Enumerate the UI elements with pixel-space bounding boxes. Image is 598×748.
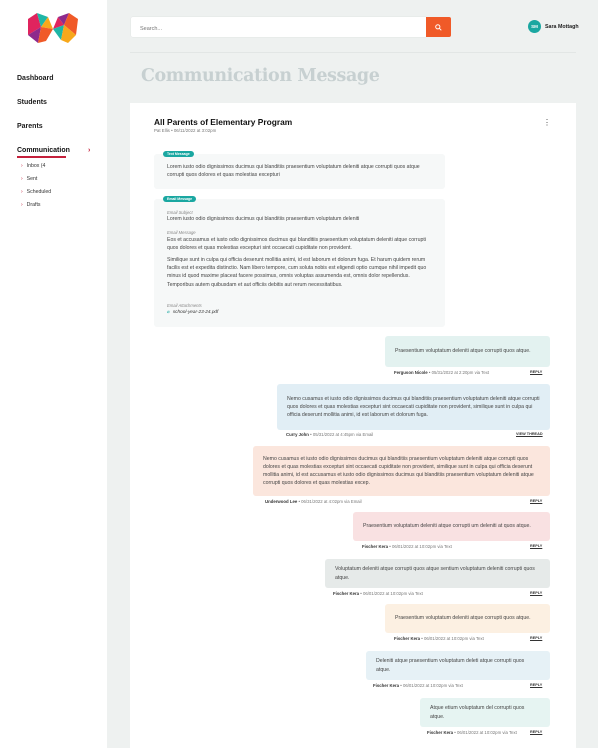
chevron-right-icon: › bbox=[21, 176, 23, 182]
paperclip-icon: ⌀ bbox=[167, 309, 170, 314]
email-attachments-label: Email Attachments bbox=[167, 303, 202, 308]
reply-meta bbox=[373, 683, 463, 688]
active-underline bbox=[17, 156, 66, 158]
subnav-label: Drafts bbox=[26, 202, 41, 208]
reply-item bbox=[420, 698, 550, 738]
chevron-right-icon: › bbox=[21, 202, 23, 208]
text-message-tag: Text Message bbox=[163, 151, 194, 157]
chevron-right-icon: › bbox=[88, 147, 91, 154]
reply-meta bbox=[394, 636, 484, 641]
reply-bubble bbox=[366, 651, 550, 680]
attachment-link[interactable] bbox=[167, 309, 218, 315]
subnav-item-drafts[interactable] bbox=[21, 201, 51, 214]
avatar: SM bbox=[528, 20, 541, 33]
reply-text: Praesentium voluptatum deleniti atque corrupti um deleniti at quos atque. bbox=[363, 523, 531, 530]
nav-item-dashboard[interactable] bbox=[17, 74, 70, 98]
user-menu[interactable] bbox=[528, 20, 579, 33]
email-message-tag: Email Message bbox=[163, 196, 196, 202]
reply-item bbox=[353, 512, 550, 552]
reply-meta bbox=[394, 370, 489, 375]
reply-button[interactable]: REPLY bbox=[530, 730, 543, 734]
reply-button[interactable]: REPLY bbox=[530, 499, 543, 503]
subnav-item-inbox[interactable] bbox=[21, 162, 51, 175]
search-box bbox=[131, 17, 427, 37]
reply-timestamp: • 06/01/2022 at 10:02pm via Text bbox=[360, 591, 423, 596]
reply-bubble bbox=[385, 336, 550, 367]
nav-label: Parents bbox=[17, 123, 43, 130]
reply-timestamp: • 06/31/2022 at 4:02pm via Email bbox=[298, 499, 362, 504]
search-icon bbox=[435, 24, 442, 31]
reply-author: Fischer Kera bbox=[427, 730, 454, 735]
subnav-label: Inbox (4 bbox=[26, 163, 46, 169]
reply-meta bbox=[333, 591, 423, 596]
reply-text: Deleniti atque praesentium voluptatum deleti atque corrupti quos atque. bbox=[376, 658, 525, 673]
reply-bubble bbox=[420, 698, 550, 727]
reply-meta bbox=[265, 499, 362, 504]
nav-label: Communication bbox=[17, 147, 70, 154]
reply-meta bbox=[286, 432, 373, 437]
reply-timestamp: • 05/31/2022 at 4:45pm via Email bbox=[310, 432, 374, 437]
nav-label: Dashboard bbox=[17, 75, 54, 82]
reply-author: Fischer Kera bbox=[333, 591, 360, 596]
subnav-item-scheduled[interactable] bbox=[21, 188, 51, 201]
subnav-label: Sent bbox=[26, 176, 38, 182]
search-button[interactable] bbox=[426, 17, 451, 37]
page-title: Communication Message bbox=[141, 66, 380, 86]
reply-text: Praesentium voluptatum deleniti atque corrupti quos atque. bbox=[395, 348, 531, 355]
reply-item bbox=[325, 559, 550, 599]
thread-meta: Pat Ellis • 06/11/2022 at 3:02pm bbox=[154, 128, 217, 133]
more-options-icon[interactable]: ⋮ bbox=[543, 118, 551, 127]
reply-bubble bbox=[385, 604, 550, 633]
sidebar bbox=[0, 0, 107, 748]
reply-text: Nemo cusamus et iusto odio dignissimos ducimus qui blanditiis praesentium voluptatum deleniti atque corrupti quos dolores et quas molestias excepturi sint occaecati cupiditate non provident, similique sunt in culpa qui officia deserunt mollitia animi, id est accusamus et iusto odio dignissimos ducimus qui blanditiis praesentium voluptatum deleniti atque corrupti quos dolores et quas molestias excep. bbox=[263, 455, 534, 487]
reply-author: Fischer Kera bbox=[373, 683, 400, 688]
reply-bubble bbox=[353, 512, 550, 541]
view-thread-button[interactable]: VIEW THREAD bbox=[516, 432, 543, 436]
reply-text: Voluptatum deleniti atque corrupti quos atque sentium voluptatum deleniti corrupti quos atque. bbox=[335, 566, 535, 581]
text-message-body: Lorem iusto odio dignissimos ducimus qui blanditiis praesentium voluptatum deleniti atque corrupti quos atque corrupti quos dolores et quas molestias excepturi bbox=[167, 164, 420, 179]
reply-button[interactable]: REPLY bbox=[530, 636, 543, 640]
email-paragraph: Eos et accusamus et iusto odio dignissimos ducimus qui blanditiis praesentium voluptatum deleniti atque corrupti quos dolores et quas molestias excepturi sint occaecati cupiditate non provident. bbox=[167, 237, 426, 252]
attachment-filename: school-year-23-24.pdf bbox=[172, 309, 219, 314]
reply-text: Atque etium voluptatum del corrupti quos atque. bbox=[430, 705, 525, 720]
search-input[interactable] bbox=[131, 19, 411, 39]
user-name: Sara Mottagh bbox=[545, 23, 579, 30]
logo-icon[interactable] bbox=[28, 13, 78, 43]
text-message-card bbox=[154, 154, 445, 189]
main-nav bbox=[17, 74, 91, 170]
reply-bubble bbox=[253, 446, 550, 496]
reply-button[interactable]: REPLY bbox=[530, 591, 543, 595]
nav-item-students[interactable] bbox=[17, 98, 70, 122]
subnav-item-sent[interactable] bbox=[21, 175, 51, 188]
reply-item bbox=[385, 336, 550, 379]
reply-text: Praesentium voluptatum deleniti atque corrupti quos atque. bbox=[395, 615, 531, 622]
reply-item bbox=[277, 384, 550, 442]
nav-item-parents[interactable] bbox=[17, 122, 70, 146]
email-message-label: Email Message bbox=[167, 230, 196, 235]
reply-item bbox=[253, 446, 550, 507]
reply-item bbox=[385, 604, 550, 644]
reply-meta bbox=[362, 544, 452, 549]
email-subject: Lorem iusto odio dignissimos ducimus qui blanditiis praesentium voluptatum deleniti bbox=[167, 216, 360, 222]
reply-timestamp: • 06/01/2022 at 10:02pm via Text bbox=[400, 683, 463, 688]
chevron-right-icon: › bbox=[21, 163, 23, 169]
nav-label: Students bbox=[17, 99, 47, 106]
divider bbox=[130, 52, 576, 53]
email-subject-label: Email Subject bbox=[167, 210, 193, 215]
reply-timestamp: • 06/01/2022 at 10:02pm via Text bbox=[454, 730, 517, 735]
reply-author: Fischer Kera bbox=[394, 636, 421, 641]
reply-timestamp: • 06/01/2022 at 10:02pm via Text bbox=[389, 544, 452, 549]
chevron-right-icon: › bbox=[21, 189, 23, 195]
reply-text: Nemo cusamus et iusto odio dignissimos ducimus qui blanditiis praesentium voluptatum deleniti atque corrupti quos dolores et quas molestias excepturi sint occaecati cupiditate non provident, similique sunt in culpa qui officia deserunt mollitia animi, id est laborum et dolorum fuga. bbox=[287, 395, 540, 419]
reply-timestamp: • 05/31/2022 at 2:20pm via Text bbox=[428, 370, 490, 375]
email-paragraph: Similique sunt in culpa qui officia deserunt mollitia animi, id est laborum et dolorum fuga. Et harum quidem rerum facilis est et expedita distinctio. Nam libero tempore, cum soluta nobis est eligendi optio cumque nihil impedit quo minus id quod maxime placeat facere possimus, omnis voluptas assumenda est, omnis dolor repellendus. Temporibus autem quibusdam et aut officiis debitis aut rerum necessitatibus. bbox=[167, 257, 427, 288]
email-message-card bbox=[154, 199, 445, 327]
reply-author: Curry John bbox=[286, 432, 309, 437]
reply-button[interactable]: REPLY bbox=[530, 370, 543, 374]
message-panel bbox=[130, 103, 576, 748]
communication-subnav bbox=[21, 162, 51, 214]
reply-author: Fischer Kera bbox=[362, 544, 389, 549]
reply-bubble bbox=[325, 559, 550, 588]
reply-author: Ferguson Nicole bbox=[394, 370, 428, 375]
reply-button[interactable]: REPLY bbox=[530, 683, 543, 687]
reply-meta bbox=[427, 730, 517, 735]
reply-item bbox=[366, 651, 550, 691]
reply-bubble bbox=[277, 384, 550, 430]
reply-button[interactable]: REPLY bbox=[530, 544, 543, 548]
reply-timestamp: • 06/01/2022 at 10:02pm via Text bbox=[421, 636, 484, 641]
subnav-label: Scheduled bbox=[26, 189, 52, 195]
thread-title: All Parents of Elementary Program bbox=[154, 117, 293, 127]
reply-author: Underwood Lee bbox=[265, 499, 298, 504]
